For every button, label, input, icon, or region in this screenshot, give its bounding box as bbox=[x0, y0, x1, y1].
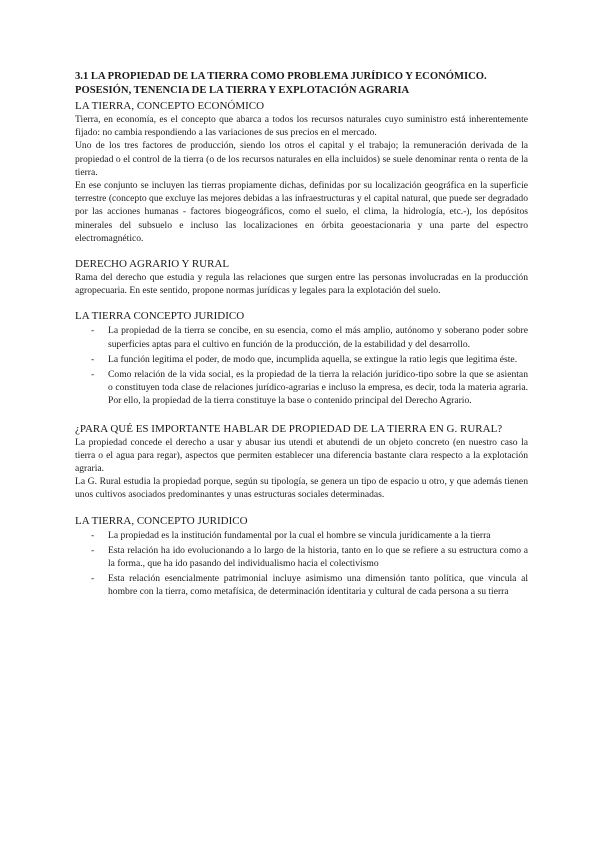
list-item bbox=[75, 544, 528, 570]
section-heading: ¿PARA QUÉ ES IMPORTANTE HABLAR DE PROPIEDAD DE LA TIERRA EN G. RURAL? bbox=[75, 422, 503, 435]
dash-bullet: - bbox=[91, 544, 95, 556]
dash-bullet: - bbox=[91, 353, 95, 365]
dash-list bbox=[75, 324, 528, 407]
list-item-text: La propiedad es la institución fundamental por la cual el hombre se vincula jurídicamente a la tierra bbox=[108, 529, 491, 541]
paragraph: La G. Rural estudia la propiedad porque, según su tipología, se genera un tipo de espacio u otro, y que además tienen unos cultivos asociados predominantes y unas estructuras sociales determinadas. bbox=[75, 476, 528, 501]
document-title bbox=[75, 70, 528, 98]
list-item-text: La función legitima el poder, de modo que, incumplida aquella, se extingue la ratio legis que legitima éste. bbox=[108, 353, 518, 365]
section-legal-concept-2 bbox=[75, 514, 528, 599]
document-page bbox=[75, 70, 528, 601]
dash-bullet: - bbox=[91, 529, 95, 541]
title-line-2: POSESIÓN, TENENCIA DE LA TIERRA Y EXPLOTACIÓN AGRARIA bbox=[75, 85, 410, 96]
title-line-1: 3.1 LA PROPIEDAD DE LA TIERRA COMO PROBLEMA JURÍDICO Y ECONÓMICO. bbox=[75, 71, 487, 82]
section-heading: LA TIERRA CONCEPTO JURIDICO bbox=[75, 310, 245, 323]
dash-list bbox=[75, 529, 528, 599]
list-item-text: Como relación de la vida social, es la propiedad de la tierra la relación jurídico-tipo sobre la que se asientan o constituyen toda clase de relaciones jurídico-agrarias e incluso la empresa, es decir, toda la materia agraria. Por ello, la propiedad de la tierra constituye la base o contenido principal del Derecho Agrario. bbox=[108, 369, 528, 407]
section-legal-concept bbox=[75, 309, 528, 407]
section-economic-concept bbox=[75, 99, 528, 245]
section-agrarian-law bbox=[75, 257, 528, 297]
dash-bullet: - bbox=[91, 325, 95, 337]
list-item bbox=[75, 529, 528, 542]
paragraph: En ese conjunto se incluyen las tierras propiamente dichas, definidas por su localización geográfica en la superficie terrestre (concepto que excluye las mejores debidas a las infraestructuras y el capital natural, que puede ser degradado por las acciones humanas - factores biogeográficos, como el suelo, el clima, la hidrología, etc.-), los depósitos minerales del subsuelo e incluso las localizaciones en órbita geoestacionaria y una parte del espectro electromagnético. bbox=[75, 180, 528, 244]
paragraph: Rama del derecho que estudia y regula las relaciones que surgen entre las personas involucradas en la producción agropecuaria. En este sentido, propone normas jurídicas y legales para la explotación del suelo. bbox=[75, 272, 528, 297]
section-heading: LA TIERRA, CONCEPTO JURIDICO bbox=[75, 514, 248, 527]
section-heading: DERECHO AGRARIO Y RURAL bbox=[75, 258, 230, 271]
paragraph: Uno de los tres factores de producción, siendo los otros el capital y el trabajo; la remuneración derivada de la propiedad o el control de la tierra (o de los recursos naturales en ella incluidos) se suele denominar renta o renta de la tierra. bbox=[75, 140, 528, 178]
dash-bullet: - bbox=[91, 369, 95, 381]
paragraph: La propiedad concede el derecho a usar y abusar ius utendi et abutendi de un objeto concreto (en nuestro caso la tierra o el agua para regar), aspectos que permiten establecer una diferencia bastante clara respecto a la explotación agraria. bbox=[75, 436, 528, 475]
list-item bbox=[75, 368, 528, 408]
list-item bbox=[75, 324, 528, 350]
section-why-important bbox=[75, 422, 528, 502]
dash-bullet: - bbox=[91, 573, 95, 585]
paragraph: Tierra, en economía, es el concepto que abarca a todos los recursos naturales cuyo suministro está inherentemente fijado: no cambia respondiendo a las variaciones de sus precios en el mercado. bbox=[75, 114, 528, 139]
list-item-text: Esta relación ha ido evolucionando a lo largo de la historia, tanto en lo que se refiere a su estructura como a la forma., que ha ido pasando del individualismo hacia el colectivismo bbox=[108, 544, 528, 570]
list-item-text: La propiedad de la tierra se concibe, en su esencia, como el más amplio, autónomo y soberano poder sobre superficies aptas para el cultivo en función de la producción, de la estabilidad y del desarrollo. bbox=[108, 325, 528, 350]
list-item bbox=[75, 572, 528, 598]
list-item-text: Esta relación esencialmente patrimonial incluye asimismo una dimensión tanto política, que vincula al hombre con la tierra, como metafísica, de determinación identitaria y cultural de cada persona a su tierra bbox=[108, 573, 528, 598]
section-heading: LA TIERRA, CONCEPTO ECONÓMICO bbox=[75, 100, 265, 112]
list-item bbox=[75, 353, 528, 366]
